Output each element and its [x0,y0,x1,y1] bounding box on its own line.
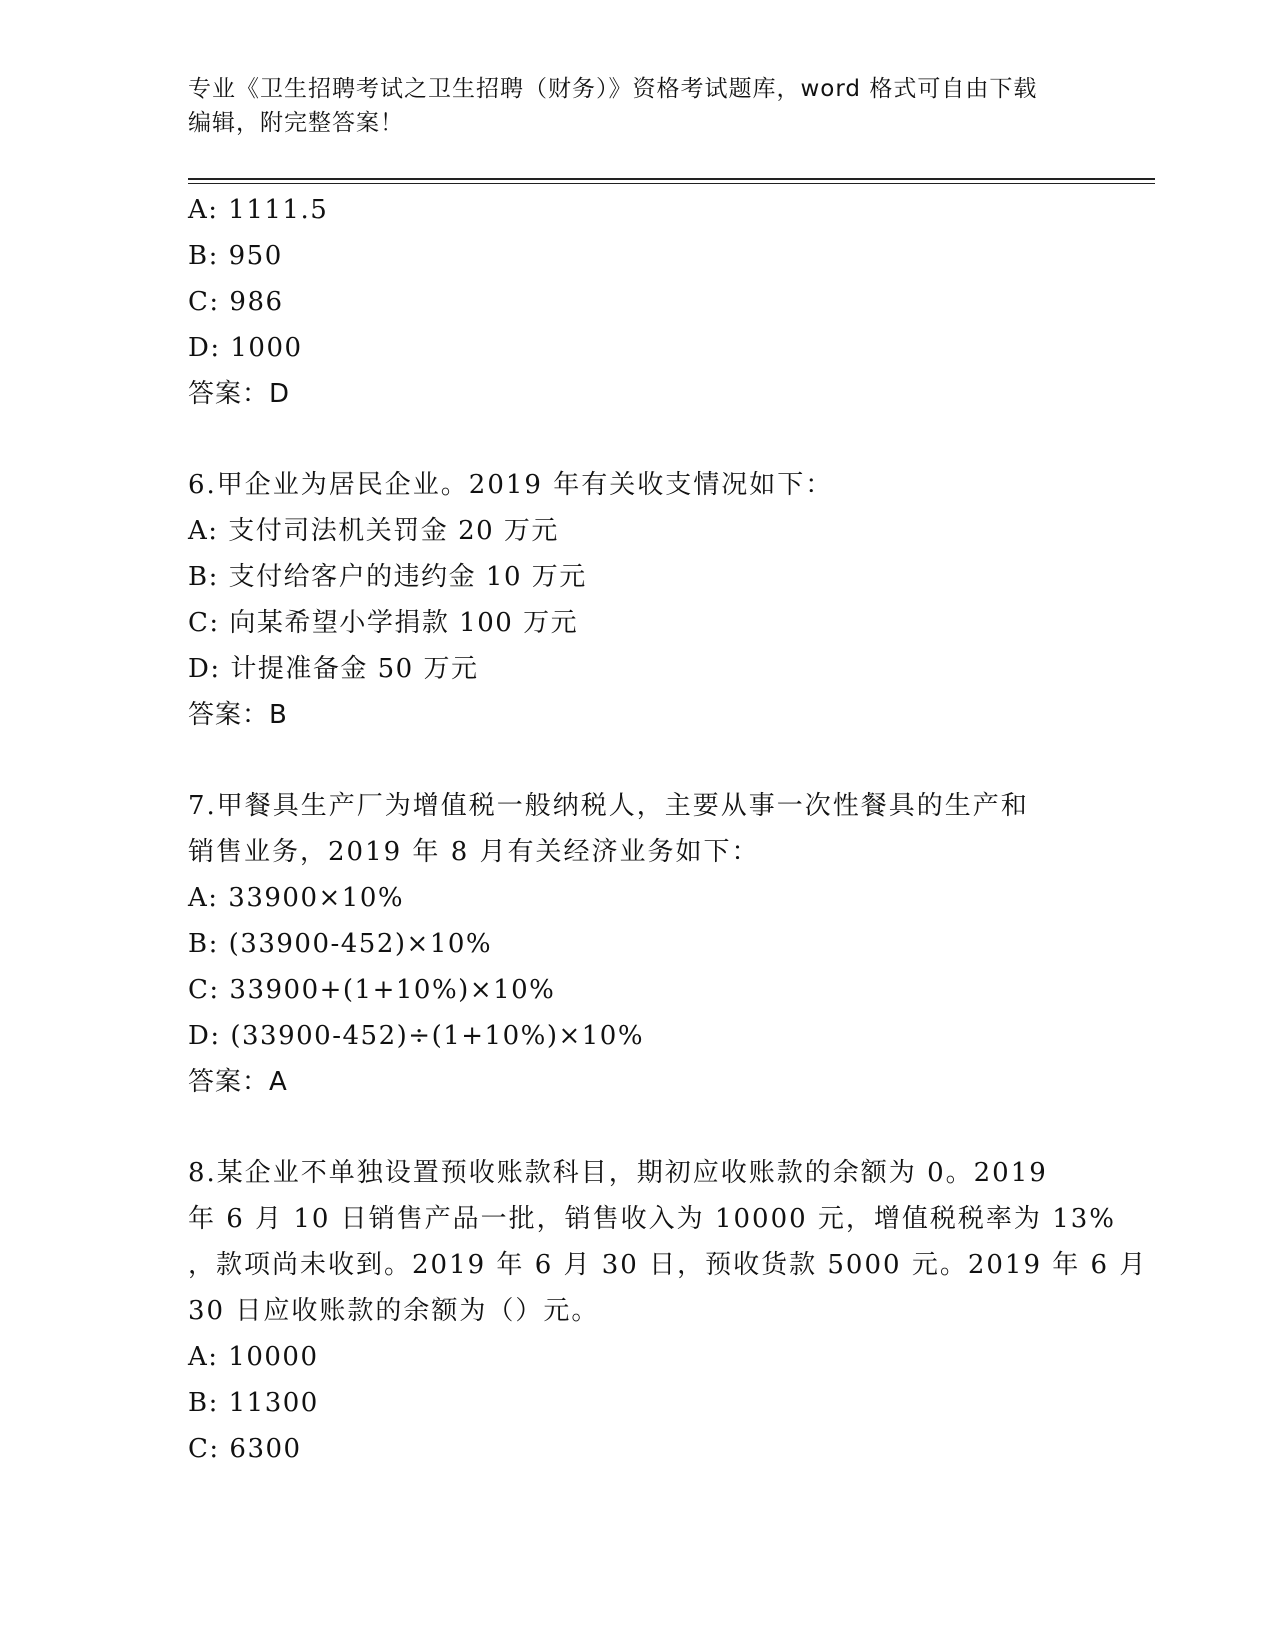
option-a: A: 1111.5 [188,195,329,225]
question-text-line-1: 7.甲餐具生产厂为增值税一般纳税人，主要从事一次性餐具的生产和 [188,791,1029,821]
option-c: C: 6300 [188,1434,302,1464]
option-d: D: 1000 [188,333,303,363]
spacer [188,738,1088,783]
answer-line: 答案：A [188,1067,288,1097]
option-c: C: 向某希望小学捐款 100 万元 [188,608,579,638]
option-d: D: 计提准备金 50 万元 [188,654,479,684]
option-a: A: 10000 [188,1342,319,1372]
answer-line: 答案：B [188,700,288,730]
question-text-line-2: 年 6 月 10 日销售产品一批，销售收入为 10000 元，增值税税率为 13% [188,1204,1116,1234]
option-b: B: (33900-452)×10% [188,929,493,959]
option-b: B: 950 [188,241,283,271]
question-list [188,187,1148,1472]
question-5-block [188,187,1088,417]
header-divider-thin [188,183,1155,184]
question-text-line-2: 销售业务，2019 年 8 月有关经济业务如下： [188,837,760,867]
option-a: A: 支付司法机关罚金 20 万元 [188,516,559,546]
spacer [188,1105,1088,1150]
question-7-block [188,783,1088,1105]
option-b: B: 11300 [188,1388,319,1418]
header-line-2: 编辑，附完整答案！ [188,110,404,136]
question-text-line-1: 8.某企业不单独设置预收账款科目，期初应收账款的余额为 0。2019 [188,1158,1048,1188]
header-line-1: 专业《卫生招聘考试之卫生招聘（财务）》资格考试题库，word 格式可自由下载 [188,76,1038,102]
question-text-line-4: 30 日应收账款的余额为（）元。 [188,1296,600,1326]
question-text-line-3: ，款项尚未收到。2019 年 6 月 30 日，预收货款 5000 元。2019 年 6 月 [188,1250,1148,1280]
answer-line: 答案：D [188,379,291,409]
option-a: A: 33900×10% [188,883,405,913]
question-6-block [188,462,1088,738]
option-c: C: 986 [188,287,284,317]
question-text: 6.甲企业为居民企业。2019 年有关收支情况如下： [188,470,834,500]
option-d: D: (33900-452)÷(1+10%)×10% [188,1021,645,1051]
question-8-block [188,1150,1148,1472]
option-c: C: 33900+(1+10%)×10% [188,975,556,1005]
option-b: B: 支付给客户的违约金 10 万元 [188,562,587,592]
spacer [188,417,1088,462]
header-divider-thick [188,178,1155,180]
document-header [188,72,1088,140]
